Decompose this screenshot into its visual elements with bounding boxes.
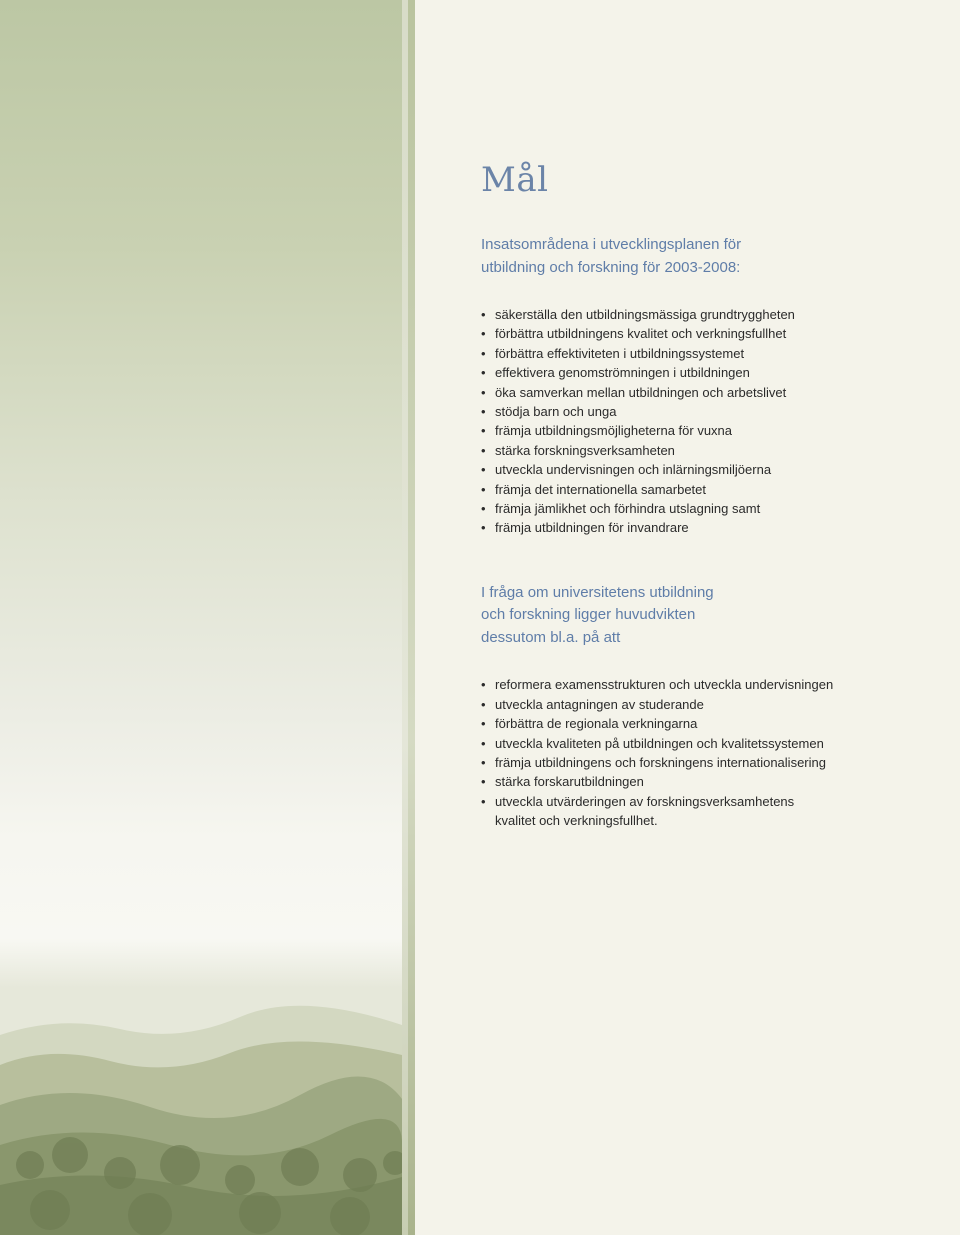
section1-heading [481,234,921,279]
list-item: • utveckla kvaliteten på utbildningen och kvalitetssystemen [481,734,921,753]
list-item-line1: • utveckla utvärderingen av forskningsverksamhetens [495,793,795,809]
list-item: • främja utbildningsmöjligheterna för vuxna [481,421,921,440]
divider-stripe-dark [408,0,415,1235]
section1-heading-line2: utbildning och forskning för 2003-2008: [481,258,741,276]
list-item: • främja jämlikhet och förhindra utslagning samt [481,499,921,518]
list-item-line2: kvalitet och verkningsfullhet. [495,813,658,829]
list-item-multiline [481,792,921,831]
section1-heading-line1: Insatsområdena i utvecklingsplanen för [481,236,742,253]
main-content [481,160,921,831]
section2-heading [481,582,921,650]
list-item: • stödja barn och unga [481,402,921,421]
list-item: • reformera examensstrukturen och utveckla undervisningen [481,675,921,694]
list-item: • stärka forskarutbildningen [481,772,921,791]
landscape-image-panel [0,0,402,1235]
list-item: • förbättra utbildningens kvalitet och verkningsfullhet [481,324,921,343]
list-item: • förbättra effektiviteten i utbildningssystemet [481,344,921,363]
section2-list [481,675,921,830]
list-item: • förbättra de regionala verkningarna [481,714,921,733]
hills-landscape-image [0,995,402,1235]
list-item: • utveckla undervisningen och inlärningsmiljöerna [481,460,921,479]
list-item: • säkerställa den utbildningsmässiga grundtryggheten [481,305,921,324]
list-item: • stärka forskningsverksamheten [481,441,921,460]
list-item: • utveckla antagningen av studerande [481,695,921,714]
list-item: • främja utbildningens och forskningens internationalisering [481,753,921,772]
list-item: • främja utbildningen för invandrare [481,518,921,537]
section2-heading-line3: dessutom bl.a. på att [481,628,621,646]
section2-heading-line1: I fråga om universitetens utbildning [481,583,714,601]
list-item: • effektivera genomströmningen i utbildningen [481,363,921,382]
list-item: • öka samverkan mellan utbildningen och arbetslivet [481,383,921,402]
page-title: Mål [481,160,549,200]
list-item: • främja det internationella samarbetet [481,480,921,499]
section1-list [481,305,921,538]
section2-heading-line2: och forskning ligger huvudvikten [481,606,696,624]
